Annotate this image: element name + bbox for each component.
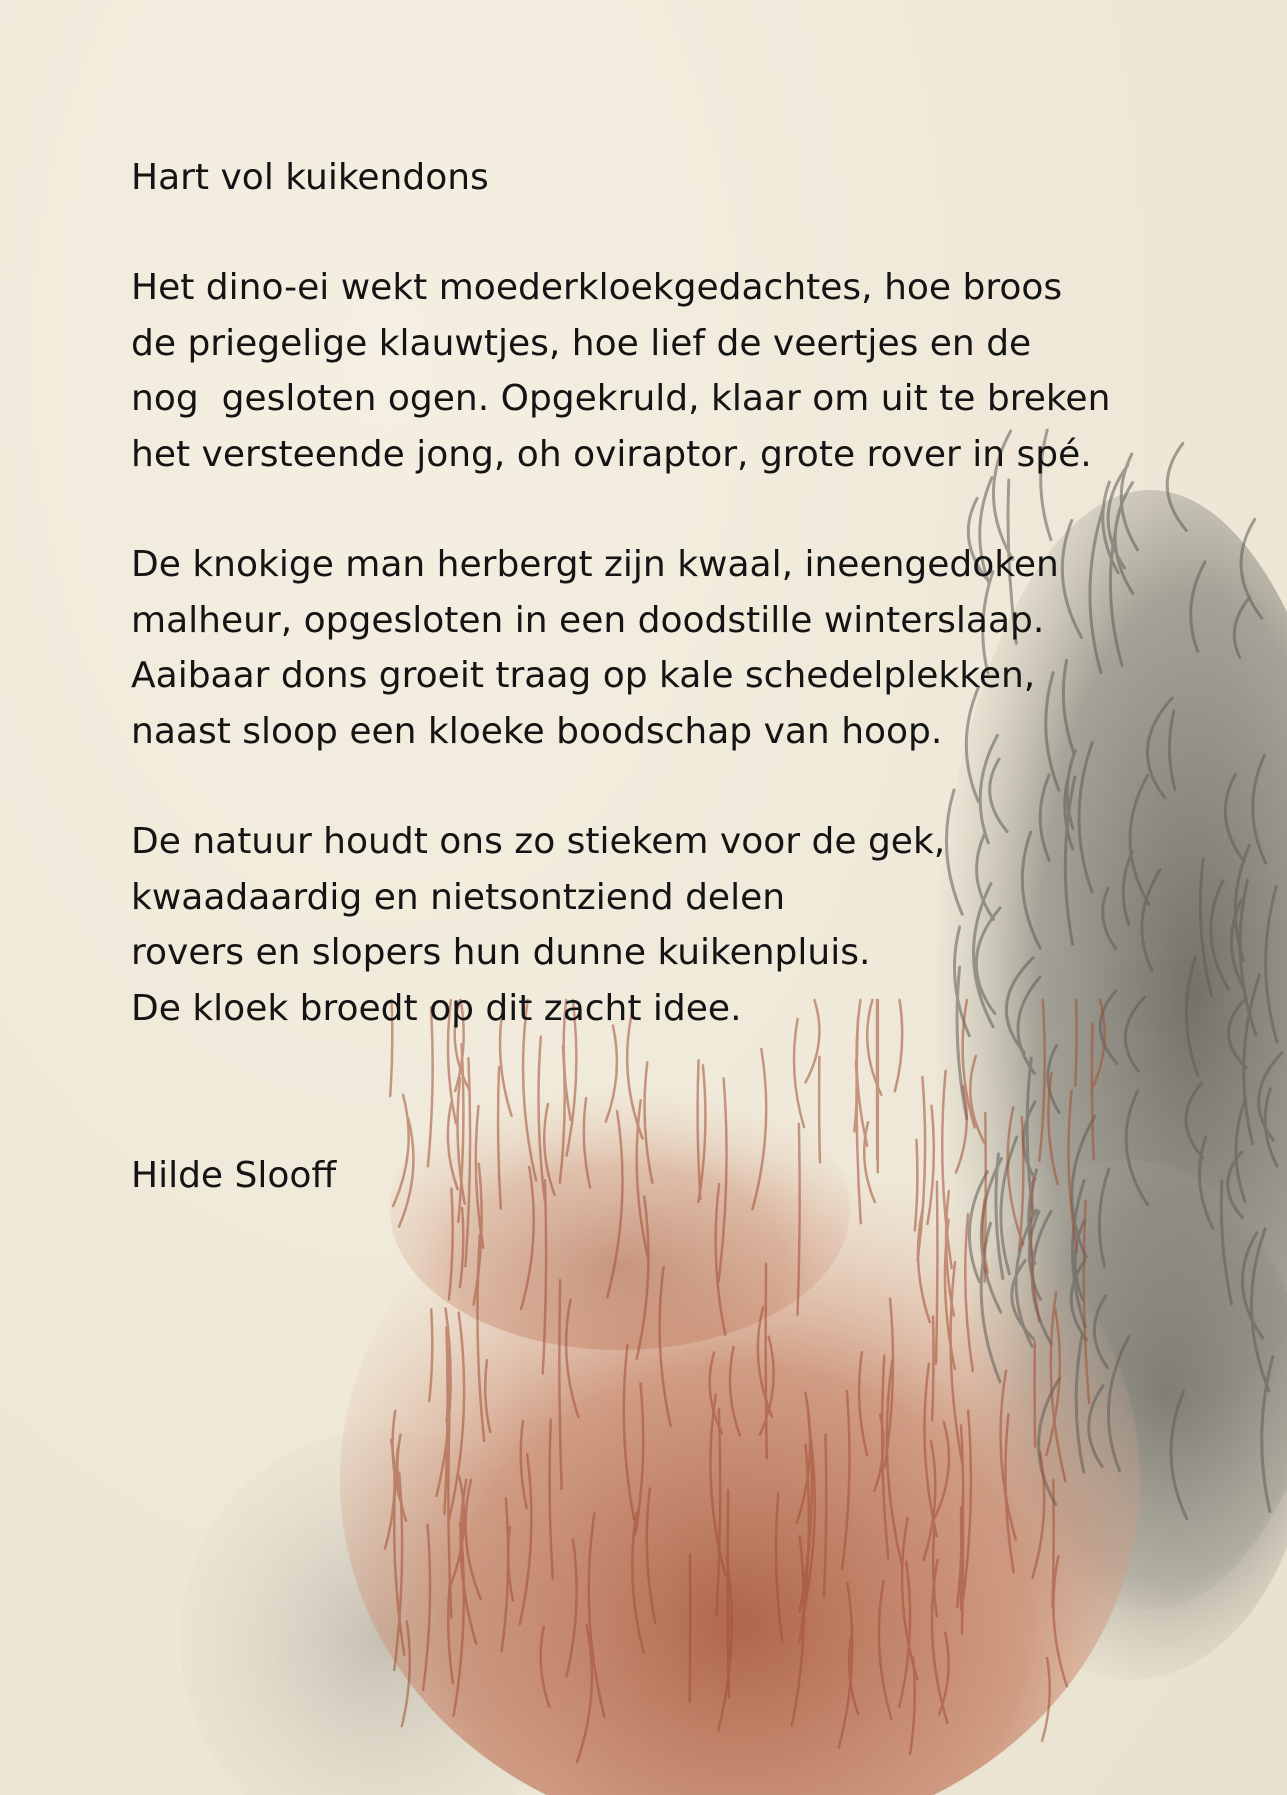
red-feather-stroke bbox=[728, 1490, 729, 1697]
poem-line: nog gesloten ogen. Opgekruld, klaar om uit te breken bbox=[131, 378, 1111, 419]
poem-line: De kloek broedt op dit zacht idee. bbox=[131, 987, 742, 1029]
poem-author: Hilde Slooff bbox=[131, 1155, 337, 1196]
stanza-2 bbox=[131, 537, 1231, 759]
red-feather-stroke bbox=[766, 1264, 767, 1459]
poem-line: de priegelige klauwtjes, hoe lief de veertjes en de bbox=[131, 322, 1032, 364]
poem-line: De natuur houdt ons zo stiekem voor de gek, bbox=[131, 821, 946, 862]
red-feather-stroke bbox=[1035, 1342, 1036, 1447]
red-feather-stroke bbox=[936, 1182, 937, 1364]
poem-line: het versteende jong, oh oviraptor, grote rover in spé. bbox=[131, 433, 1092, 475]
poem-line: De knokige man herbergt zijn kwaal, ineengedoken bbox=[131, 544, 1059, 585]
red-feather-stroke bbox=[932, 1317, 933, 1421]
stanza-3 bbox=[131, 814, 1231, 1036]
poem-line: Het dino-ei wekt moederkloekgedachtes, hoe broos bbox=[131, 267, 1063, 308]
stanza-1 bbox=[131, 260, 1231, 482]
poem bbox=[131, 150, 1231, 1204]
poem-line: rovers en slopers hun dunne kuikenpluis. bbox=[131, 932, 871, 973]
poem-line: naast sloop een kloeke boodschap van hoop. bbox=[131, 710, 943, 752]
poem-line: malheur, opgesloten in een doodstille winterslaap. bbox=[131, 599, 1045, 641]
red-feather-stroke bbox=[1053, 1480, 1054, 1607]
poem-title: Hart vol kuikendons bbox=[131, 157, 489, 198]
poem-line: Aaibaar dons groeit traag op kale schedelplekken, bbox=[131, 655, 1036, 696]
poem-line: kwaadaardig en nietsontziend delen bbox=[131, 876, 786, 918]
